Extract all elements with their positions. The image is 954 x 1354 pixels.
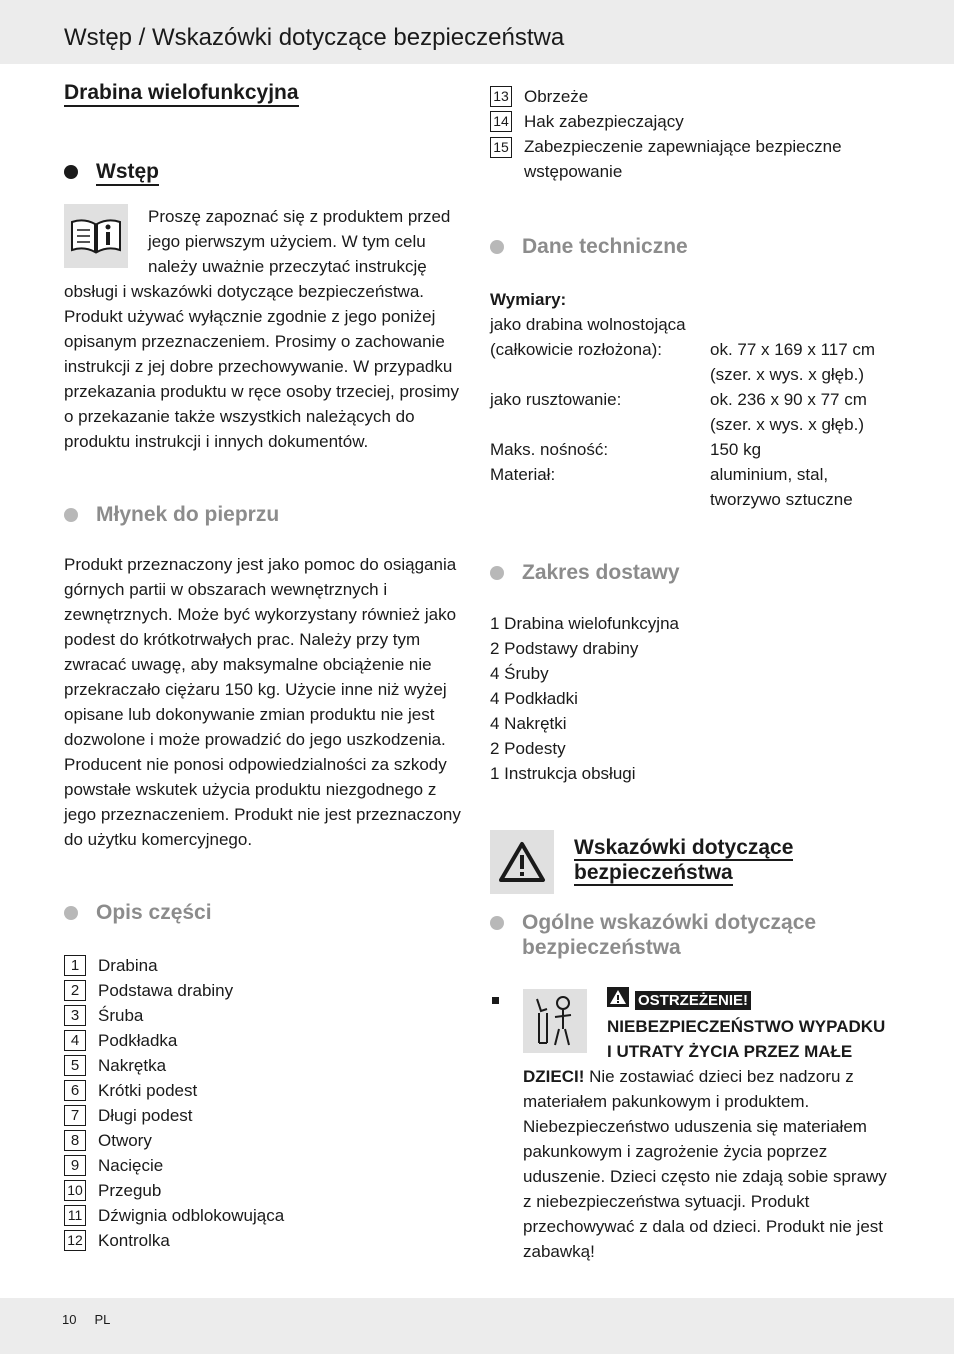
tech-heading	[490, 234, 890, 259]
bullet-dot	[490, 566, 504, 580]
child-warning-icon	[523, 989, 587, 1053]
read-manual-icon	[64, 204, 128, 268]
intro-heading	[64, 159, 464, 186]
bullet-dot	[64, 508, 78, 522]
safety-heading	[490, 830, 890, 894]
warning-text: Nie zostawiać dzieci bez nadzoru z materiałem pakunkowym i produktem. Niebezpieczeństwo uduszenia się materiałem pakunkowym i zagrożenie życia poprzez uduszenie. Dzieci często nie zdają sobie sprawy z niebezpieczeństwa sytuacji. Produkt przechowywać z dala od dzieci. Produkt nie jest zabawką!	[523, 1067, 887, 1261]
list-item: 2 Podstawy drabiny	[490, 639, 639, 658]
warning-triangle-small-icon	[607, 987, 629, 1014]
page-header-title: Wstęp / Wskazówki dotyczące bezpieczeństwa	[64, 24, 565, 51]
square-bullet	[492, 997, 499, 1004]
list-item: 4 Podkładki	[490, 689, 578, 708]
left-column	[64, 80, 464, 1253]
list-item: 14 Hak zabezpieczający	[490, 109, 890, 134]
list-item: 10 Przegub	[64, 1178, 464, 1203]
parts-heading	[64, 900, 464, 925]
list-item: 4 Nakrętki	[490, 714, 567, 733]
list-item: 8 Otwory	[64, 1128, 464, 1153]
warning-badge: OSTRZEŻENIE!	[635, 991, 751, 1010]
list-item: 13 Obrzeże	[490, 84, 890, 109]
parts-list	[64, 953, 464, 1253]
list-item: 2 Podstawa drabiny	[64, 978, 464, 1003]
intro-block	[64, 204, 464, 454]
parts-list-continued	[490, 84, 890, 184]
warning-bold-text: NIEBEZPIECZEŃSTWO WYPADKU I UTRATY ŻYCIA PRZEZ MAŁE DZIECI!	[523, 1017, 886, 1086]
intro-text: Proszę zapoznać się z produktem przed jego pierwszym użyciem. W tym celu należy uważnie przeczytać instrukcję obsługi i wskazówki dotyczące bezpieczeństwa. Produkt używać wyłącznie zgodnie z jego poniżej opisanym przeznaczeniem. Prosimy o zachowanie instrukcji z jej dobre przechowywanie. W przypadku przekazania produktu w ręce osoby trzeciej, prosimy o przekazanie także wszystkich należących do produktu instrukcji i innych dokumentów.	[64, 207, 459, 451]
delivery-heading-label: Zakres dostawy	[522, 561, 680, 584]
dims-label: Wymiary:	[490, 290, 567, 309]
parts-heading-label: Opis części	[96, 901, 212, 924]
right-column	[490, 84, 890, 1264]
list-item: 7 Długi podest	[64, 1103, 464, 1128]
list-item: 1 Drabina wielofunkcyjna	[490, 614, 679, 633]
spec-row: jako rusztowanie: ok. 236 x 90 x 77 cm (szer. x wys. x głęb.)	[490, 390, 867, 434]
bullet-dot	[64, 165, 78, 179]
purpose-heading-label: Młynek do pieprzu	[96, 503, 280, 526]
purpose-text: Produkt przeznaczony jest jako pomoc do osiągania górnych partii w obszarach wewnętrznych i zewnętrznych. Może być wykorzystany również jako podest do krótkotrwałych prac. Należy przy tym zwracać uwagę, aby maksymalne obciążenie nie przekraczało ciężaru 150 kg. Użycie inne niż wyżej opisane lub dokonywanie zmian produktu nie jest dozwolone i może prowadzić do jego uszkodzenia. Producent nie ponosi odpowiedzialności za szkody powstałe wskutek użycia produktu niezgodnego z jego przeznaczeniem. Produkt nie jest przeznaczony do użytku komercyjnego.	[64, 555, 461, 849]
list-item: 1 Instrukcja obsługi	[490, 764, 636, 783]
language-code: PL	[94, 1312, 111, 1327]
delivery-heading	[490, 560, 890, 585]
warning-triangle-icon	[490, 830, 554, 894]
bullet-dot	[490, 240, 504, 254]
spec-row: Maks. nośność: 150 kg	[490, 440, 762, 459]
list-item: 12 Kontrolka	[64, 1228, 464, 1253]
spec-row: Materiał: aluminium, stal, tworzywo sztuczne	[490, 465, 853, 509]
general-safety-heading-label: Ogólne wskazówki dotyczące bezpieczeństwa	[522, 911, 817, 959]
list-item: 6 Krótki podest	[64, 1078, 464, 1103]
footer-bar	[0, 1298, 954, 1354]
list-item: 9 Nacięcie	[64, 1153, 464, 1178]
page-number: 10	[62, 1312, 77, 1327]
delivery-list	[490, 611, 890, 786]
warning-item	[490, 987, 890, 1264]
list-item: 4 Śruby	[490, 664, 549, 683]
list-item: 11 Dźwignia odblokowująca	[64, 1203, 464, 1228]
list-item: 1 Drabina	[64, 953, 464, 978]
footer	[62, 1312, 110, 1327]
list-item: 2 Podesty	[490, 739, 566, 758]
safety-title: Wskazówki dotyczące bezpieczeństwa	[574, 836, 794, 884]
tech-specs	[490, 287, 890, 512]
bullet-dot	[64, 906, 78, 920]
warning-content	[523, 987, 890, 1264]
list-item: 4 Podkładka	[64, 1028, 464, 1053]
intro-heading-label: Wstęp	[96, 159, 159, 186]
list-item: 3 Śruba	[64, 1003, 464, 1028]
general-safety-heading	[490, 910, 890, 960]
free-standing-label: jako drabina wolnostojąca	[490, 315, 686, 334]
document-title: Drabina wielofunkcyjna	[64, 80, 299, 107]
purpose-heading	[64, 502, 464, 527]
list-item: 15 Zabezpieczenie zapewniające bezpieczne wstępowanie	[490, 134, 890, 184]
list-item: 5 Nakrętka	[64, 1053, 464, 1078]
tech-heading-label: Dane techniczne	[522, 235, 688, 258]
spec-row: (całkowicie rozłożona): ok. 77 x 169 x 117 cm (szer. x wys. x głęb.)	[490, 340, 876, 384]
bullet-dot	[490, 916, 504, 930]
